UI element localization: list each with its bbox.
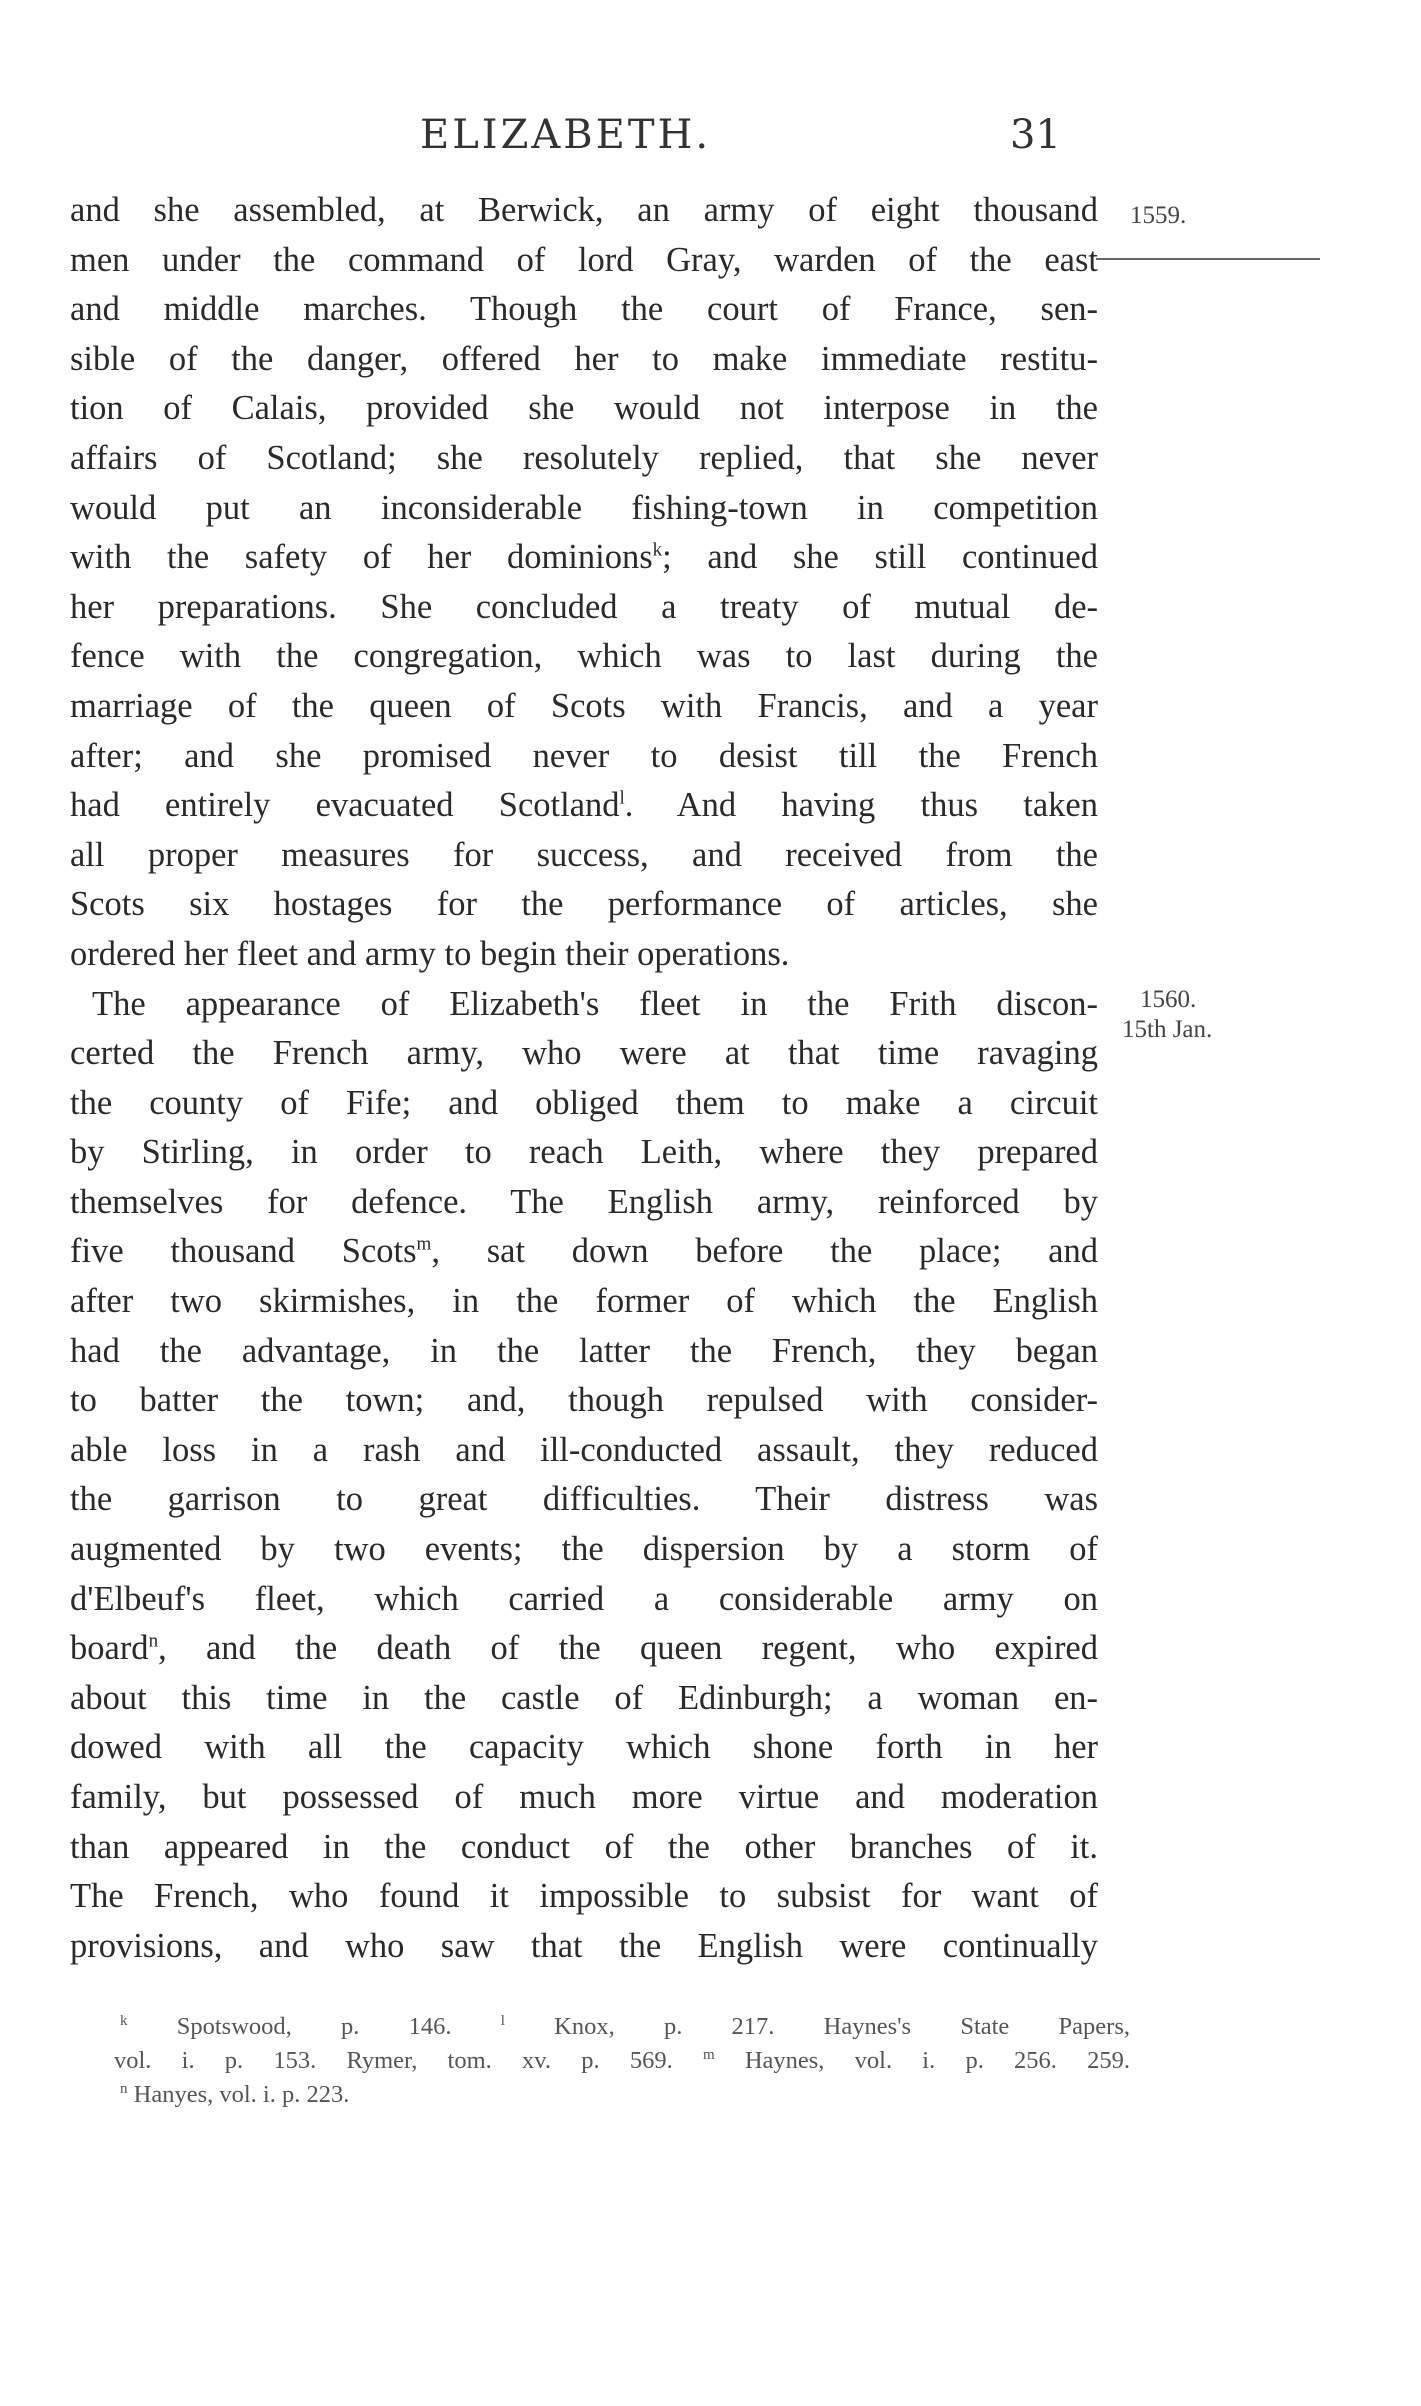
text-line: d'Elbeuf's fleet, which carried a considerable army on xyxy=(70,1579,1098,1618)
text-line: affairs of Scotland; she resolutely replied, that she never xyxy=(70,438,1098,477)
text-line: able loss in a rash and ill-conducted assault, they reduced xyxy=(70,1430,1098,1469)
text-line: Scots six hostages for the performance of articles, she xyxy=(70,885,1098,924)
footnote-line xyxy=(120,2010,1130,2044)
page-number: 31 xyxy=(1010,112,1061,158)
text-line: board$^n$, and the death of the queen regent, who expired xyxy=(70,1629,1098,1668)
footnotes xyxy=(114,2010,1131,2112)
footnote-ref: m xyxy=(416,1233,432,1255)
text-line: provisions, and who saw that the English were continually xyxy=(70,1926,1098,1965)
text-line: with the safety of her dominions$^k$; and she still continued xyxy=(70,538,1098,577)
footnote-l-cont: vol. i. p. 153. Rymer, tom. xv. p. 569. xyxy=(114,2047,673,2074)
text-line: tion of Calais, provided she would not interpose in the xyxy=(70,389,1098,428)
text-line: augmented by two events; the dispersion by a storm of xyxy=(70,1530,1098,1569)
footnote-k: $^k$ Spotswood, p. 146. xyxy=(120,2012,452,2040)
text-line: and she assembled, at Berwick, an army of eight thousand xyxy=(70,191,1098,229)
text-line: marriage of the queen of Scots with Francis, and a year xyxy=(70,686,1098,725)
running-title: ELIZABETH. xyxy=(420,112,712,158)
footnote-n: $^n$ Hanyes, vol. i. p. 223. xyxy=(120,2080,350,2108)
footnote-ref: l xyxy=(619,787,625,809)
text-line: certed the French army, who were at that time ravaging xyxy=(70,1034,1098,1073)
footnote-ref: n xyxy=(148,1630,159,1652)
footnote-line xyxy=(120,2078,1130,2112)
footnote-ref: k xyxy=(652,539,663,561)
text-line: after two skirmishes, in the former of which the English xyxy=(70,1282,1098,1321)
footnote-l: $^l$ Knox, p. 217. Haynes's State Papers, xyxy=(500,2012,1130,2040)
footnote-m: $^m$ Haynes, vol. i. p. 256. 259. xyxy=(702,2046,1131,2074)
text-line: dowed with all the capacity which shone forth in her xyxy=(70,1728,1098,1767)
text-line: about this time in the castle of Edinburgh; a woman en- xyxy=(70,1678,1098,1717)
text-line: her preparations. She concluded a treaty of mutual de- xyxy=(70,587,1098,626)
text-line: family, but possessed of much more virtue and moderation xyxy=(70,1778,1098,1816)
text-line: after; and she promised never to desist till the French xyxy=(70,736,1098,775)
text-line: The French, who found it impossible to subsist for want of xyxy=(70,1877,1098,1916)
text-line: had entirely evacuated Scotland$^l$. And having thus taken xyxy=(70,786,1098,825)
text-line: than appeared in the conduct of the other branches of it. xyxy=(70,1827,1098,1866)
text-line: by Stirling, in order to reach Leith, where they prepared xyxy=(70,1133,1098,1172)
text-line: had the advantage, in the latter the French, they began xyxy=(70,1331,1098,1370)
margin-year-1560: 1560. xyxy=(1140,986,1197,1013)
text-line: and middle marches. Though the court of France, sen- xyxy=(70,290,1098,329)
text-line: sible of the danger, offered her to make immediate restitu- xyxy=(70,339,1098,378)
text-line: men under the command of lord Gray, warden of the east xyxy=(70,240,1098,279)
margin-rule xyxy=(1096,258,1320,260)
margin-year-1559: 1559. xyxy=(1130,202,1187,229)
text-line: five thousand Scots$^m$, sat down before the place; and xyxy=(70,1232,1098,1271)
text-line: ordered her fleet and army to begin their operations. xyxy=(70,934,790,973)
margin-date-jan: 15th Jan. xyxy=(1122,1016,1213,1043)
text-line: the county of Fife; and obliged them to make a circuit xyxy=(70,1083,1098,1122)
body-text xyxy=(70,186,1098,1971)
text-line: the garrison to great difficulties. Their distress was xyxy=(70,1480,1098,1519)
footnote-line xyxy=(114,2044,1130,2078)
text-line: themselves for defence. The English army, reinforced by xyxy=(70,1182,1098,1221)
text-line: all proper measures for success, and received from the xyxy=(70,835,1098,874)
text-line: to batter the town; and, though repulsed with consider- xyxy=(70,1381,1098,1420)
text-line: would put an inconsiderable fishing-town in competition xyxy=(70,488,1098,527)
text-line: fence with the congregation, which was to last during the xyxy=(70,637,1098,676)
text-line: The appearance of Elizabeth's fleet in the Frith discon- xyxy=(92,984,1098,1023)
